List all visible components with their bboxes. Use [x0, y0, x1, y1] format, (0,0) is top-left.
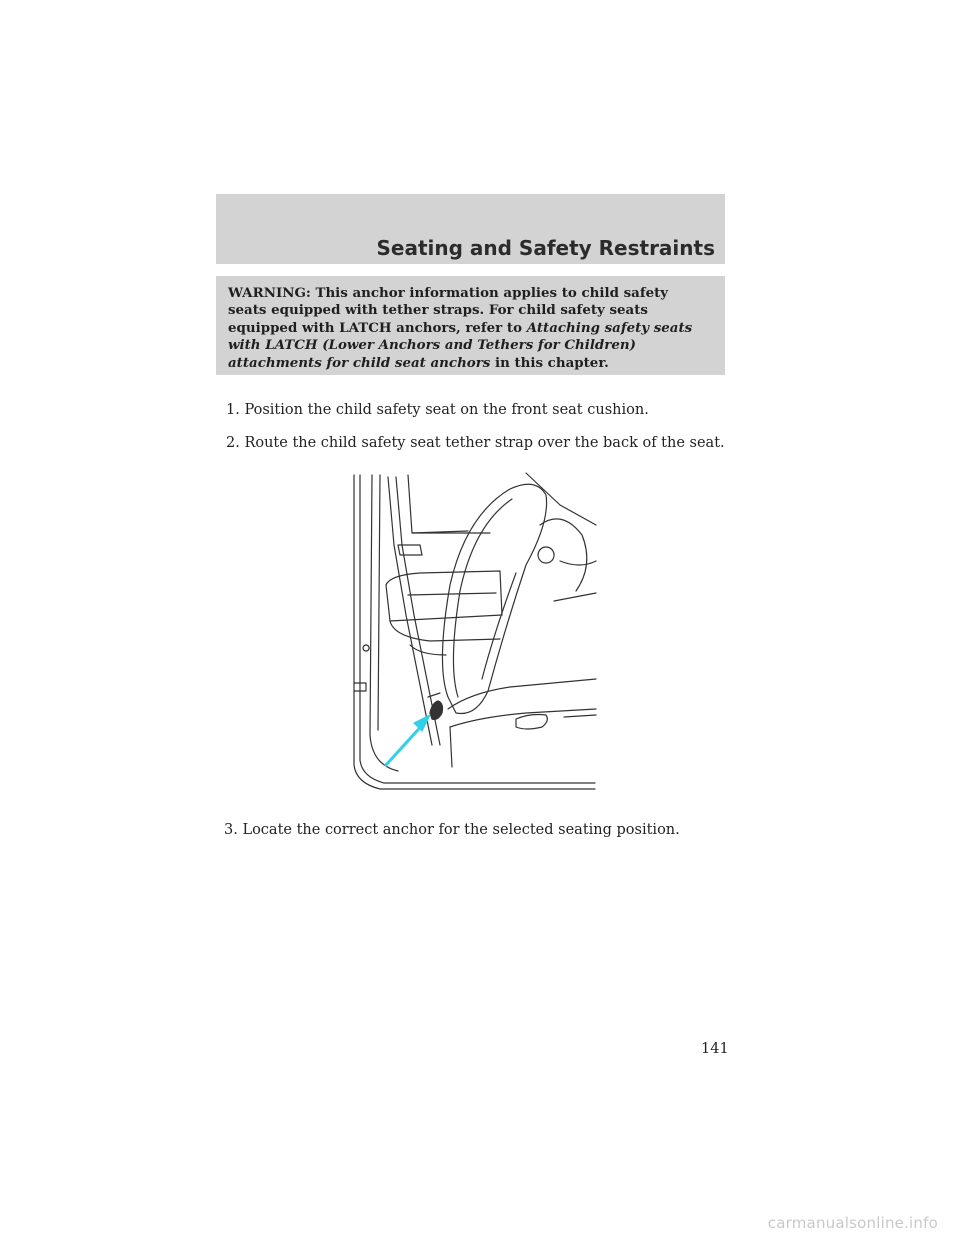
dashboard [526, 473, 596, 601]
warning-line [228, 337, 714, 354]
warning-line: seats equipped with tether straps. For child safety seats [228, 302, 648, 319]
watermark: carmanualsonline.info [767, 1214, 938, 1232]
step-2: 2. Route the child safety seat tether strap over the back of the seat. [226, 435, 725, 451]
warning-reference-text: attachments for child seat anchors [228, 354, 491, 371]
warning-box [216, 276, 725, 375]
warning-text: equipped with LATCH anchors, refer to [228, 319, 527, 336]
step-3: 3. Locate the correct anchor for the selected seating position. [224, 822, 680, 838]
step-1: 1. Position the child safety seat on the front seat cushion. [226, 402, 649, 418]
page-number: 141 [701, 1041, 729, 1057]
section-title: Seating and Safety Restraints [376, 236, 715, 260]
warning-line: WARNING: This anchor information applies to child safety [228, 285, 669, 301]
front-seat-cushion [448, 679, 596, 767]
door-frame [354, 475, 595, 789]
header-band [216, 194, 725, 264]
front-seat-back [442, 484, 546, 713]
rear-seat [386, 571, 502, 655]
warning-line [228, 320, 714, 337]
warning-line [228, 355, 714, 372]
seat-anchor-illustration [350, 465, 600, 805]
warning-reference-text: with LATCH (Lower Anchors and Tethers for Children) [228, 337, 636, 354]
warning-text: in this chapter. [490, 354, 609, 371]
rear-window [408, 475, 490, 533]
warning-reference-text: Attaching safety seats [526, 319, 693, 336]
seat-belt [388, 477, 440, 745]
anchor-pointer-arrow [386, 715, 430, 765]
